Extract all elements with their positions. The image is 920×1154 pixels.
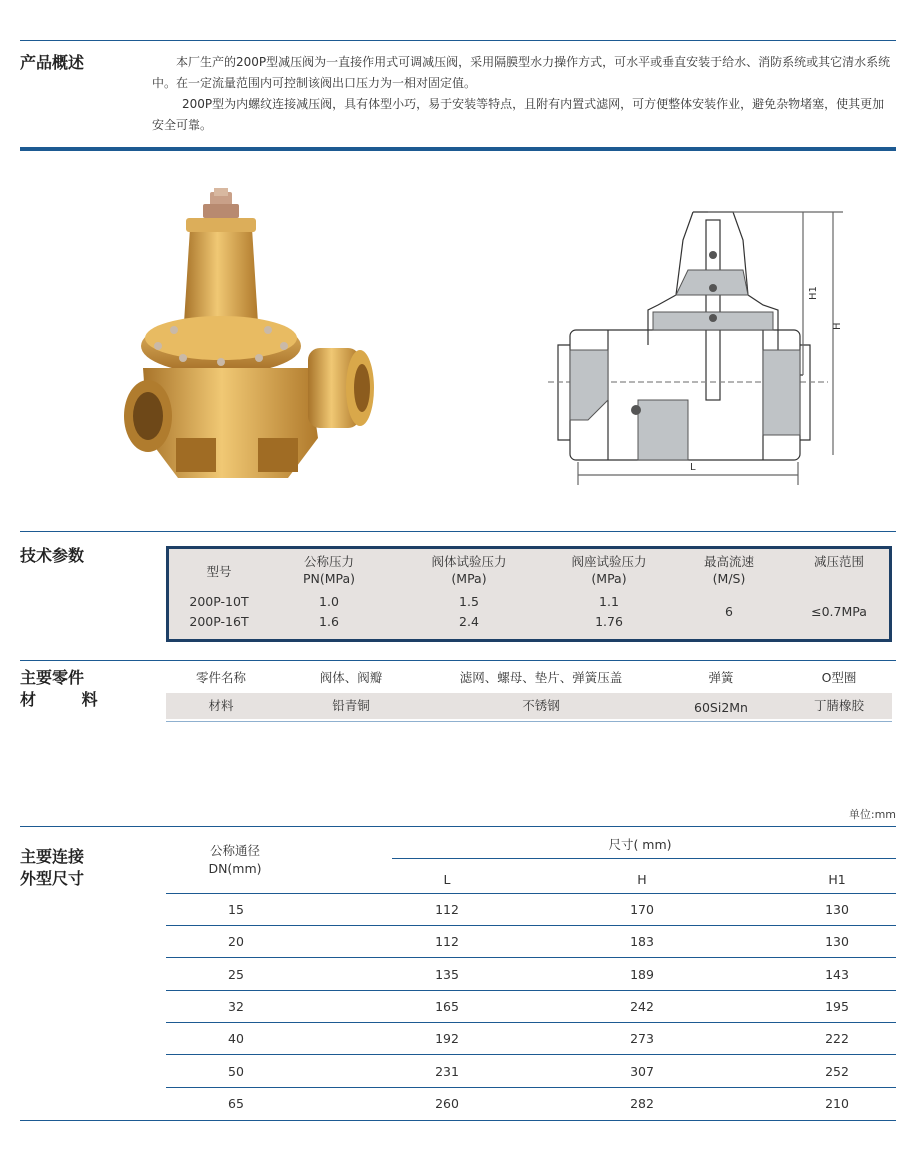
col-header-l: L: [443, 872, 451, 887]
materials-material-row: [166, 693, 892, 719]
spec-header-range-text: 减压范围: [813, 554, 864, 569]
dimensions-title-2: 外型尺寸: [20, 869, 85, 888]
dim-cell-h1: 143: [825, 967, 849, 982]
spec-row1-model: 200P-10T: [189, 594, 249, 609]
spec-row2-body: 2.4: [459, 614, 479, 629]
part-4: O型圈: [821, 670, 857, 685]
overview-bottom-rule: [20, 147, 896, 151]
overview-paragraph-2: 200P型为内螺纹连接减压阀，具有体型小巧，易于安装等特点，且附有内置式滤网，可方便整体安装作业，避免杂物堵塞，使其更加安全可靠。: [152, 97, 885, 132]
dim-cell-h: 282: [630, 1096, 654, 1111]
size-header: 尺寸( mm): [608, 837, 672, 852]
spec-header-body: [409, 553, 529, 587]
spec-row2-model: 200P-16T: [189, 614, 249, 629]
bottom-rule: [20, 1120, 896, 1121]
dim-cell-dn: 50: [228, 1064, 244, 1079]
spec-header-seat: [549, 553, 669, 587]
dim-cell-h: 183: [630, 934, 654, 949]
table-row-line: [166, 957, 896, 958]
spec-row1-body: 1.5: [459, 594, 479, 609]
dim-cell-dn: 65: [228, 1096, 244, 1111]
dn-header: [190, 842, 280, 878]
dim-cell-dn: 25: [228, 967, 244, 982]
spec-header-flow: [679, 553, 779, 587]
spec-row2-pn: 1.6: [319, 614, 339, 629]
material-4: 丁腈橡胶: [813, 698, 864, 713]
material-3: 60Si2Mn: [694, 700, 748, 715]
spec-header-range: [789, 553, 889, 570]
dim-cell-h1: 130: [825, 902, 849, 917]
dim-cell-h1: 222: [825, 1031, 849, 1046]
dim-cell-h: 273: [630, 1031, 654, 1046]
table-row-line: [166, 925, 896, 926]
spec-header-body-1: 阀体试验压力: [431, 554, 507, 569]
spec-header-model-text: 型号: [206, 564, 232, 579]
spec-range: ≤0.7MPa: [811, 604, 867, 619]
materials-parts-row: [166, 668, 892, 690]
overview-title: 产品概述: [20, 53, 85, 72]
tech-rule: [20, 531, 896, 532]
spec-header-pn-2: PN(MPa): [302, 571, 356, 586]
dim-cell-dn: 32: [228, 999, 244, 1014]
dim-cell-l: 260: [435, 1096, 459, 1111]
dim-cell-dn: 15: [228, 902, 244, 917]
dimensions-rule: [20, 826, 896, 827]
dim-cell-l: 112: [435, 934, 459, 949]
dn-header-2: DN(mm): [208, 861, 262, 876]
spec-header-seat-2: (MPa): [591, 571, 627, 586]
part-2: 滤网、螺母、垫片、弹簧压盖: [459, 670, 623, 685]
dim-cell-h1: 130: [825, 934, 849, 949]
material-2: 不锈钢: [522, 698, 560, 713]
dn-header-1: 公称通径: [209, 843, 260, 858]
spec-header-seat-1: 阀座试验压力: [571, 554, 647, 569]
spec-header-pn-1: 公称压力: [303, 554, 354, 569]
material-label: 材料: [208, 698, 234, 713]
dim-cell-h1: 252: [825, 1064, 849, 1079]
dim-cell-dn: 20: [228, 934, 244, 949]
spec-header-flow-2: (M/S): [712, 571, 746, 586]
drawing-label-h: H: [832, 322, 843, 330]
overview-paragraph-1: 本厂生产的200P型减压阀为一直接作用式可调减压阀，采用隔膜型水力操作方式，可水平或垂直安装于给水、消防系统或其它清水系统中。在一定流量范围内可控制该阀出口压力为一相对固定值。: [152, 55, 891, 90]
table-row-line: [166, 1087, 896, 1088]
dim-cell-l: 165: [435, 999, 459, 1014]
valve-drawing: [548, 200, 848, 490]
materials-bottom-line: [166, 721, 892, 722]
overview-text: [152, 52, 894, 136]
materials-rule: [20, 660, 896, 661]
dim-cell-h: 242: [630, 999, 654, 1014]
top-rule: [20, 40, 896, 41]
valve-photo: [118, 188, 388, 488]
dim-cell-h1: 195: [825, 999, 849, 1014]
spec-header-pn: [269, 553, 389, 587]
materials-title-2: 材 料: [20, 690, 118, 709]
dimensions-title-1: 主要连接: [20, 847, 85, 866]
table-row-line: [166, 990, 896, 991]
material-1: 铅青铜: [332, 698, 370, 713]
dim-cell-l: 192: [435, 1031, 459, 1046]
spec-header-model: [169, 563, 269, 580]
unit-label: 单位:mm: [848, 808, 896, 821]
spec-header-body-2: (MPa): [451, 571, 487, 586]
table-row-line: [166, 1054, 896, 1055]
drawing-label-l: L: [690, 462, 696, 473]
tech-title: 技术参数: [20, 546, 85, 565]
table-row-line: [166, 1022, 896, 1023]
part-3: 弹簧: [708, 670, 734, 685]
header-bottom-line: [166, 893, 896, 894]
dim-cell-h: 189: [630, 967, 654, 982]
dim-cell-dn: 40: [228, 1031, 244, 1046]
dim-cell-h1: 210: [825, 1096, 849, 1111]
spec-table: [166, 546, 892, 642]
spec-header-flow-1: 最高流速: [703, 554, 754, 569]
col-header-h: H: [637, 872, 647, 887]
dim-cell-l: 112: [435, 902, 459, 917]
parts-label: 零件名称: [195, 670, 246, 685]
spec-max-flow: 6: [725, 604, 733, 619]
dim-cell-l: 135: [435, 967, 459, 982]
dim-cell-h: 170: [630, 902, 654, 917]
materials-title-1: 主要零件: [20, 668, 85, 687]
dim-cell-h: 307: [630, 1064, 654, 1079]
spec-row1-pn: 1.0: [319, 594, 339, 609]
spec-row1-seat: 1.1: [599, 594, 619, 609]
dim-cell-l: 231: [435, 1064, 459, 1079]
part-1: 阀体、阀瓣: [319, 670, 383, 685]
size-header-line: [392, 858, 896, 859]
col-header-h1: H1: [828, 872, 846, 887]
spec-row2-seat: 1.76: [595, 614, 623, 629]
drawing-label-h1: H1: [808, 286, 819, 300]
